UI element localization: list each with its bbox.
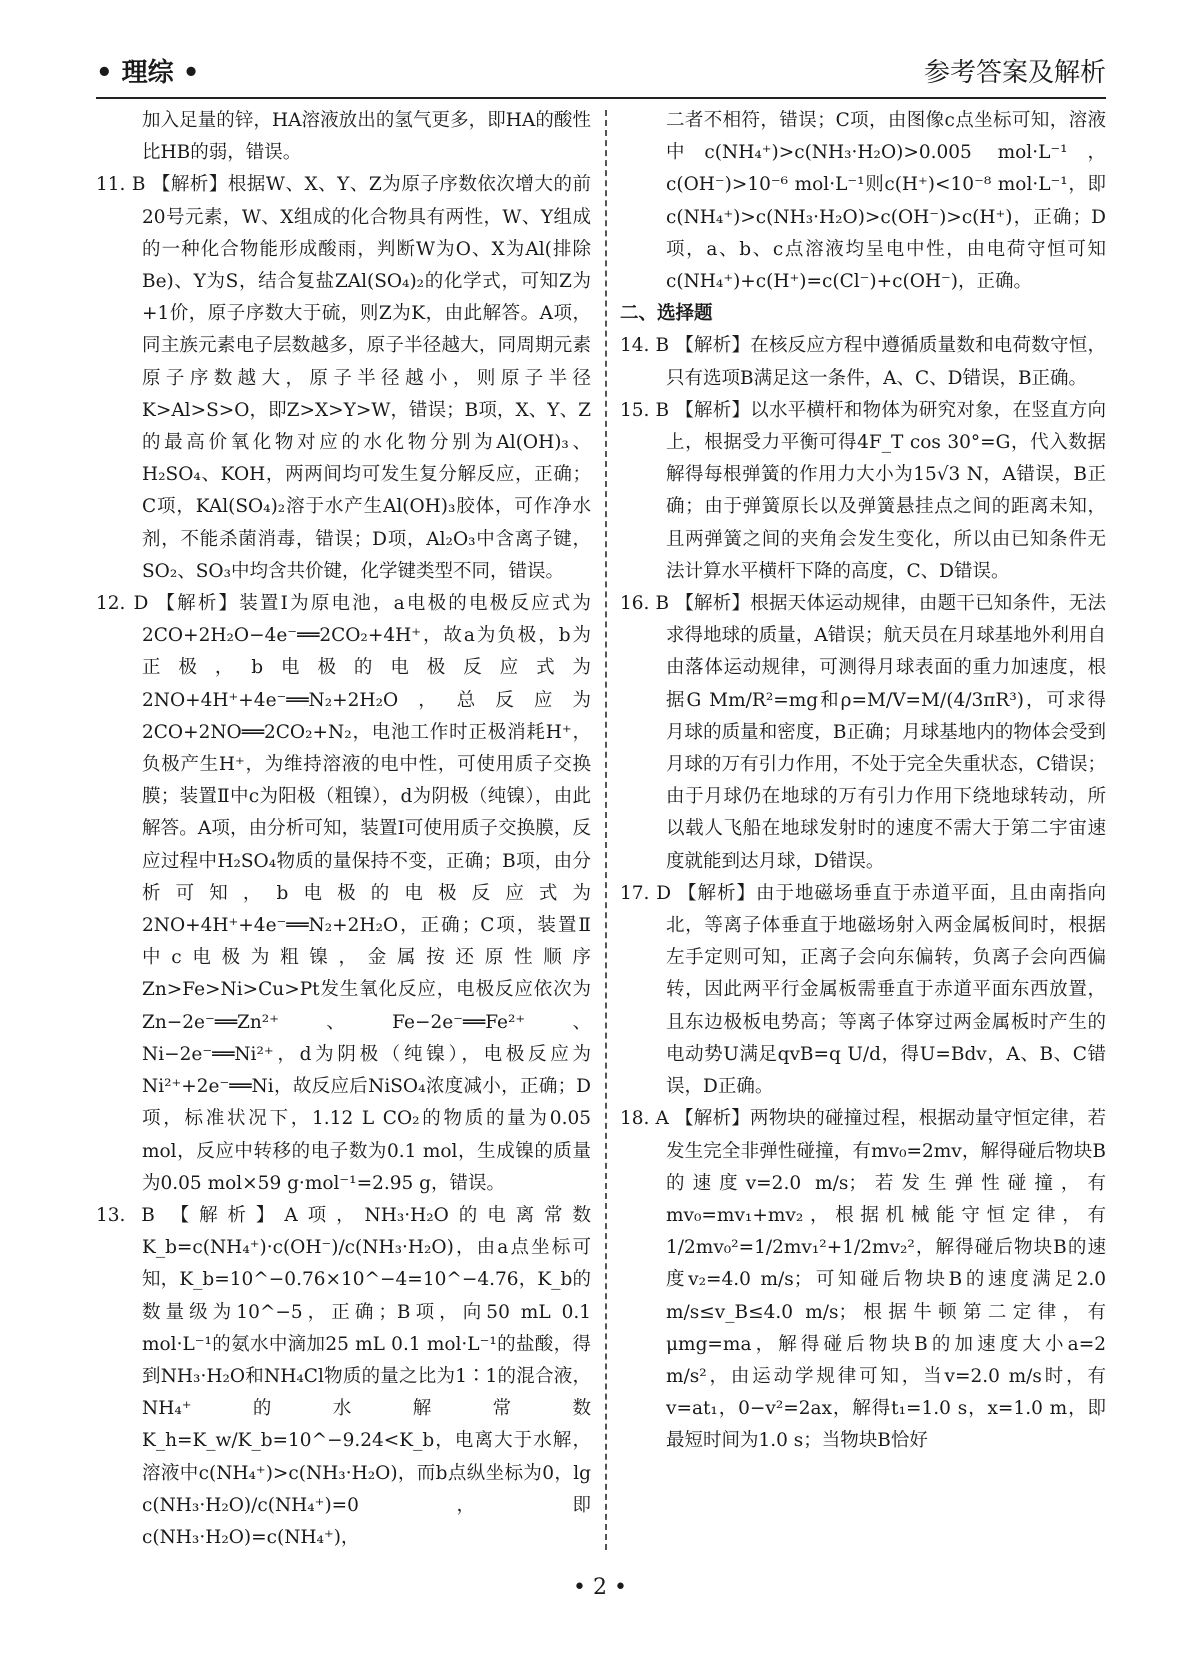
column-divider (605, 110, 607, 1550)
header-subject: • 理综 • (96, 58, 200, 88)
answer-14: 14. B 【解析】在核反应方程中遵循质量数和电荷数守恒，只有选项B满足这一条件，A、C、D错误，B正确。 (620, 335, 1106, 389)
section-heading: 二、选择题 (620, 303, 713, 325)
answer-11: 11. B 【解析】根据W、X、Y、Z为原子序数依次增大的前20号元素，W、X组成的化合物具有两性，W、Y组成的一种化合物能形成酸雨，判断W为O、X为Al(排除Be)、Y为S，结合复盐ZAl(SO₄)₂的化学式，可知Z为+1价，原子序数大于硫，则Z为K，由此解答。A项，同主族元素电子层数越多，原子半径越大，同周期元素原子序数越大，原子半径越小，则原子半径K>Al>S>O，即Z>X>Y>W，错误；B项，X、Y、Z的最高价氧化物对应的水化物分别为Al(OH)₃、H₂SO₄、KOH，两两间均可发生复分解反应，正确；C项，KAl(SO₄)₂溶于水产生Al(OH)₃胶体，可作净水剂，不能杀菌消毒，错误；D项，Al₂O₃中含离子键，SO₂、SO₃中均含共价键，化学键类型不同，错误。 (96, 174, 591, 582)
paragraph-10-continuation: 加入足量的锌，HA溶液放出的氢气更多，即HA的酸性比HB的弱，错误。 (142, 110, 591, 164)
page-number: • 2 • (573, 1575, 627, 1600)
header-title: 参考答案及解析 (923, 58, 1106, 88)
header-rule (96, 97, 1106, 99)
right-column (620, 105, 1106, 1458)
answer-15: 15. B 【解析】以水平横杆和物体为研究对象，在竖直方向上，根据受力平衡可得4F_T cos 30°=G，代入数据解得每根弹簧的作用力大小为15√3 N，A错误，B正确；由于弹簧原长以及弹簧悬挂点之间的距离未知，且两弹簧之间的夹角会发生变化，所以由已知条件无法计算水平横杆下降的高度，C、D错误。 (620, 399, 1106, 582)
answer-18: 18. A 【解析】两物块的碰撞过程，根据动量守恒定律，若发生完全非弹性碰撞，有mv₀=2mv，解得碰后物块B的速度v=2.0 m/s；若发生弹性碰撞，有mv₀=mv₁+mv₂，根据机械能守恒定律，有1/2mv₀²=1/2mv₁²+1/2mv₂²，解得碰后物块B的速度v₂=4.0 m/s；可知碰后物块B的速度满足2.0 m/s≤v_B≤4.0 m/s；根据牛顿第二定律，有μmg=ma，解得碰后物块B的加速度大小a=2 m/s²，由运动学规律可知，当v=2.0 m/s时，有v=at₁，0−v²=2ax，解得t₁=1.0 s，x=1.0 m，即最短时间为1.0 s；当物块B恰好 (620, 1108, 1106, 1452)
left-column (96, 105, 591, 1554)
answer-12: 12. D 【解析】装置Ⅰ为原电池，a电极的电极反应式为2CO+2H₂O−4e⁻══2CO₂+4H⁺，故a为负极，b为正极，b电极的电极反应式为2NO+4H⁺+4e⁻══N₂+2H₂O，总反应为2CO+2NO══2CO₂+N₂，电池工作时正极消耗H⁺，负极产生H⁺，为维持溶液的电中性，可使用质子交换膜；装置Ⅱ中c为阳极（粗镍），d为阴极（纯镍），由此解答。A项，由分析可知，装置Ⅰ可使用质子交换膜，反应过程中H₂SO₄物质的量保持不变，正确；B项，由分析可知，b电极的电极反应式为2NO+4H⁺+4e⁻══N₂+2H₂O，正确；C项，装置Ⅱ中c电极为粗镍，金属按还原性顺序Zn>Fe>Ni>Cu>Pt发生氧化反应，电极反应依次为Zn−2e⁻══Zn²⁺、Fe−2e⁻══Fe²⁺、Ni−2e⁻══Ni²⁺，d为阴极（纯镍），电极反应为Ni²⁺+2e⁻══Ni，故反应后NiSO₄浓度减小，正确；D项，标准状况下，1.12 L CO₂的物质的量为0.05 mol，反应中转移的电子数为0.1 mol，生成镍的质量为0.05 mol×59 g·mol⁻¹=2.95 g，错误。 (96, 593, 591, 1194)
answer-17: 17. D 【解析】由于地磁场垂直于赤道平面，且由南指向北，等离子体垂直于地磁场射入两金属板间时，根据左手定则可知，正离子会向东偏转，负离子会向西偏转，因此两平行金属板需垂直于赤道平面东西放置，且东边极板电势高；等离子体穿过两金属板时产生的电动势U满足qvB=q U/d，得U=Bdv，A、B、C错误，D正确。 (620, 882, 1106, 1098)
page-header (96, 0, 1106, 100)
answer-16: 16. B 【解析】根据天体运动规律，由题干已知条件，无法求得地球的质量，A错误；航天员在月球基地外利用自由落体运动规律，可测得月球表面的重力加速度，根据G Mm/R²=mg和ρ=M/V=M/(4/3πR³)，可求得月球的质量和密度，B正确；月球基地内的物体会受到月球的万有引力作用，不处于完全失重状态，C错误；由于月球仍在地球的万有引力作用下绕地球转动，所以载人飞船在地球发射时的速度不需大于第二宇宙速度就能到达月球，D错误。 (620, 593, 1106, 872)
answer-13-continuation: 二者不相符，错误；C项，由图像c点坐标可知，溶液中c(NH₄⁺)>c(NH₃·H₂O)>0.005 mol·L⁻¹，c(OH⁻)>10⁻⁶ mol·L⁻¹则c(H⁺)<10⁻⁸ mol·L⁻¹，即c(NH₄⁺)>c(NH₃·H₂O)>c(OH⁻)>c(H⁺)，正确；D项，a、b、c点溶液均呈电中性，由电荷守恒可知c(NH₄⁺)+c(H⁺)=c(Cl⁻)+c(OH⁻)，正确。 (666, 110, 1106, 293)
answer-13: 13. B 【解析】A项，NH₃·H₂O的电离常数K_b=c(NH₄⁺)·c(OH⁻)/c(NH₃·H₂O)，由a点坐标可知，K_b=10^−0.76×10^−4=10^−4.76，K_b的数量级为10^−5，正确；B项，向50 mL 0.1 mol·L⁻¹的氨水中滴加25 mL 0.1 mol·L⁻¹的盐酸，得到NH₃·H₂O和NH₄Cl物质的量之比为1∶1的混合液，NH₄⁺的水解常数K_h=K_w/K_b=10^−9.24<K_b，电离大于水解，溶液中c(NH₄⁺)>c(NH₃·H₂O)，而b点纵坐标为0，lg c(NH₃·H₂O)/c(NH₄⁺)=0，即c(NH₃·H₂O)=c(NH₄⁺)， (96, 1204, 591, 1548)
